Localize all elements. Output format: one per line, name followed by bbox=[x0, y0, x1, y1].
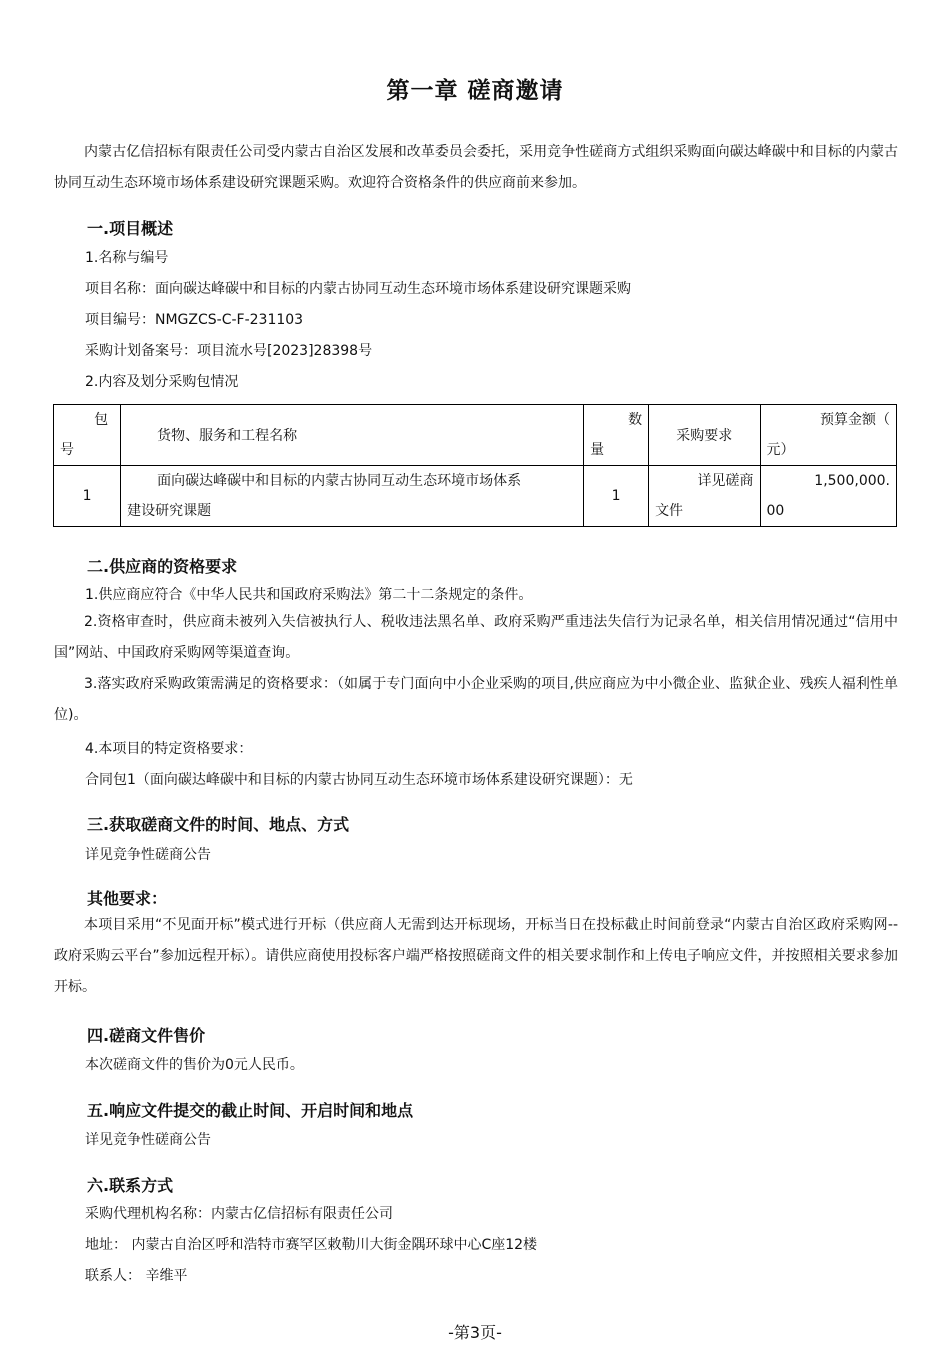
procurement-plan-number: 采购计划备案号：项目流水号[2023]28398号 bbox=[85, 343, 373, 359]
section-5-text: 详见竞争性磋商公告 bbox=[85, 1132, 211, 1148]
other-requirements-heading: 其他要求： bbox=[87, 889, 168, 908]
package-subheading: 2.内容及划分采购包情况 bbox=[85, 374, 239, 390]
section-4-heading: 四.磋商文件售价 bbox=[87, 1026, 206, 1045]
section-3-text: 详见竞争性磋商公告 bbox=[85, 847, 211, 863]
header-quantity: 数 量 bbox=[584, 405, 649, 466]
cell-item-name: 面向碳达峰碳中和目标的内蒙古协同互动生态环境市场体系 建设研究课题 bbox=[121, 466, 584, 527]
header-package-no: 包 号 bbox=[54, 405, 121, 466]
agency-name: 采购代理机构名称：内蒙古亿信招标有限责任公司 bbox=[85, 1206, 393, 1222]
qualification-1: 1.供应商应符合《中华人民共和国政府采购法》第二十二条规定的条件。 bbox=[85, 587, 533, 603]
section-2-heading: 二.供应商的资格要求 bbox=[87, 557, 238, 576]
project-code: 项目编号：NMGZCS-C-F-231103 bbox=[85, 312, 304, 328]
header-budget: 预算金额（ 元） bbox=[760, 405, 896, 466]
package-1-requirement: 合同包1（面向碳达峰碳中和目标的内蒙古协同互动生态环境市场体系建设研究课题）：无 bbox=[85, 772, 633, 788]
qualification-4: 4.本项目的特定资格要求： bbox=[85, 741, 253, 757]
cell-package-no: 1 bbox=[54, 466, 121, 527]
table-header-row bbox=[54, 405, 897, 466]
section-6-heading: 六.联系方式 bbox=[87, 1176, 174, 1195]
header-item-name: 货物、服务和工程名称 bbox=[121, 405, 584, 466]
name-and-code-subheading: 1.名称与编号 bbox=[85, 250, 169, 266]
section-1-heading: 一.项目概述 bbox=[87, 219, 174, 238]
qualification-2: 2.资格审查时，供应商未被列入失信被执行人、税收违法黑名单、政府采购严重违法失信行为记录名单，相关信用情况通过“信用中国”网站、中国政府采购网等渠道查询。 bbox=[54, 614, 898, 661]
cell-budget: 1,500,000. 00 bbox=[760, 466, 896, 527]
intro-paragraph: 内蒙古亿信招标有限责任公司受内蒙古自治区发展和改革委员会委托，采用竞争性磋商方式组织采购面向碳达峰碳中和目标的内蒙古协同互动生态环境市场体系建设研究课题采购。欢迎符合资格条件的供应商前来参加。 bbox=[54, 144, 898, 191]
cell-requirement: 详见磋商 文件 bbox=[649, 466, 760, 527]
header-requirement: 采购要求 bbox=[649, 405, 760, 466]
section-3-heading: 三.获取磋商文件的时间、地点、方式 bbox=[87, 815, 350, 834]
chapter-title: 第一章 磋商邀请 bbox=[386, 78, 564, 104]
section-4-text: 本次磋商文件的售价为0元人民币。 bbox=[85, 1057, 304, 1073]
section-5-heading: 五.响应文件提交的截止时间、开启时间和地点 bbox=[87, 1101, 414, 1120]
page-number: -第3页- bbox=[448, 1323, 502, 1342]
qualification-3: 3.落实政府采购政策需满足的资格要求：（如属于专门面向中小企业采购的项目,供应商应为中小微企业、监狱企业、残疾人福利性单位)。 bbox=[54, 676, 898, 723]
table-row bbox=[54, 466, 897, 527]
cell-quantity: 1 bbox=[584, 466, 649, 527]
project-name: 项目名称：面向碳达峰碳中和目标的内蒙古协同互动生态环境市场体系建设研究课题采购 bbox=[85, 281, 631, 297]
package-table bbox=[53, 404, 897, 527]
contact-person: 联系人： 辛维平 bbox=[85, 1268, 188, 1284]
agency-address: 地址： 内蒙古自治区呼和浩特市赛罕区敕勒川大街金隅环球中心C座12楼 bbox=[85, 1237, 538, 1253]
other-requirements-text: 本项目采用“不见面开标”模式进行开标（供应商人无需到达开标现场，开标当日在投标截止时间前登录“内蒙古自治区政府采购网--政府采购云平台”参加远程开标）。请供应商使用投标客户端严格按照磋商文件的相关要求制作和上传电子响应文件，并按照相关要求参加开标。 bbox=[54, 917, 898, 995]
